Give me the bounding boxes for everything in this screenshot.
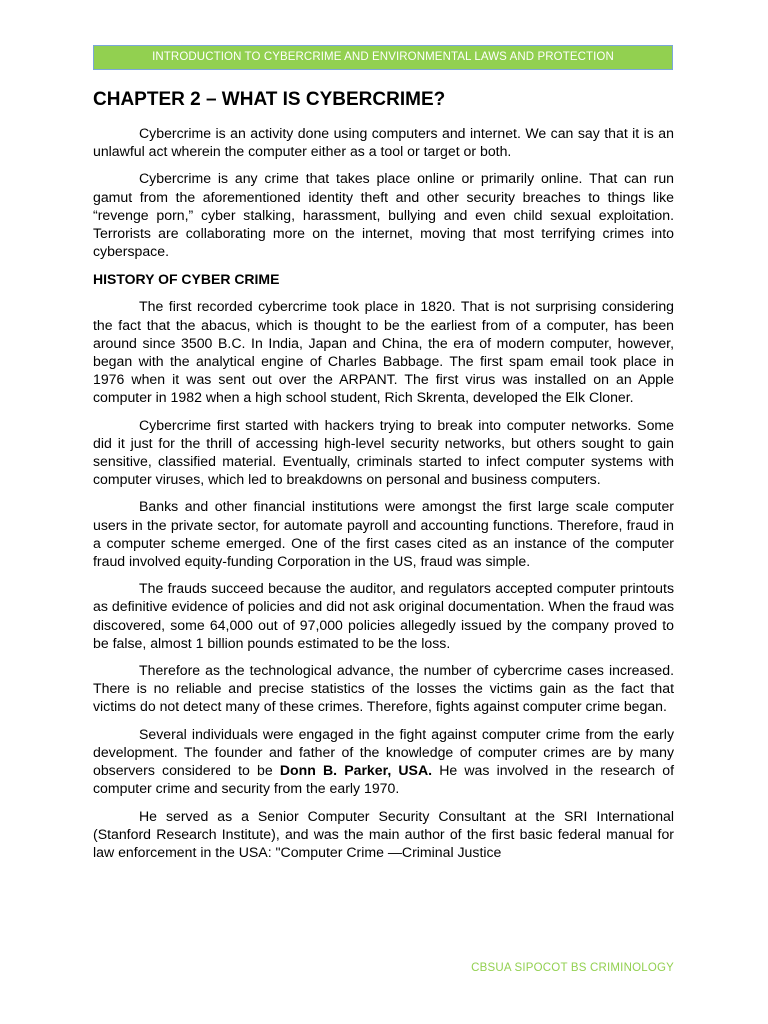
history-paragraph-last: He served as a Senior Computer Security Consultant at the SRI International (Stanford Research Institute), and was the main author of the first basic federal manual for law enforcement in the USA: "Computer Crime —Criminal Justice	[93, 807, 674, 860]
intro-paragraph-1: Cybercrime is an activity done using computers and internet. We can say that it is an unlawful act wherein the computer either as a tool or target or both.	[93, 125, 674, 160]
history-paragraph-3: Banks and other financial institutions were amongst the first large scale computer users in the private sector, for automate payroll and accounting functions. Therefore, fraud in a computer scheme emerged. One of the first cases cited as an instance of the computer fraud involved equity-funding Corporation in the US, fraud was simple.	[93, 498, 674, 570]
parker-text-after: He was involved in the research of computer crime and security from the early 1970.	[93, 762, 674, 797]
history-paragraph-2: Cybercrime first started with hackers trying to break into computer networks. Some did it just for the thrill of accessing high-level security networks, but others sought to gain sensitive, classified material. Eventually, criminals started to infect computer systems with computer viruses, which led to breakdowns on personal and business computers.	[93, 416, 674, 488]
page-header-banner: INTRODUCTION TO CYBERCRIME AND ENVIRONMENTAL LAWS AND PROTECTION	[93, 45, 673, 70]
section-heading-history: HISTORY OF CYBER CRIME	[93, 271, 280, 288]
chapter-title: CHAPTER 2 – WHAT IS CYBERCRIME?	[93, 89, 446, 110]
parker-name: Donn B. Parker, USA.	[279, 762, 433, 779]
document-body	[93, 86, 674, 869]
history-paragraph-parker	[93, 725, 674, 798]
intro-paragraph-2: Cybercrime is any crime that takes place online or primarily online. That can run gamut from the aforementioned identity theft and other security breaches to things like “revenge porn,” cyber stalking, harassment, bullying and even child sexual exploitation. Terrorists are collaborating more on the internet, moving that most terrifying crimes into cyberspace.	[93, 170, 674, 260]
history-paragraph-4: The frauds succeed because the auditor, and regulators accepted computer printouts as definitive evidence of policies and did not ask original documentation. When the fraud was discovered, some 64,000 out of 97,000 policies allegedly issued by the company proved to be false, almost 1 billion pounds estimated to be the loss.	[93, 580, 674, 651]
page-footer: CBSUA SIPOCOT BS CRIMINOLOGY	[471, 962, 674, 974]
history-paragraph-5: Therefore as the technological advance, the number of cybercrime cases increased. There is no reliable and precise statistics of the losses the victims gain as the fact that victims do not detect many of these crimes. Therefore, fights against computer crime began.	[93, 662, 674, 715]
parker-text-before: Several individuals were engaged in the fight against computer crime from the early development. The founder and father of the knowledge of computer crimes are by many observers considered to be	[93, 725, 674, 779]
history-paragraph-1: The first recorded cybercrime took place in 1820. That is not surprising considering the fact that the abacus, which is thought to be the earliest from of a computer, has been around since 3500 B.C. In India, Japan and China, the era of modern computer, however, began with the analytical engine of Charles Babbage. The first spam email took place in 1976 when it was sent out over the ARPANT. The first virus was installed on an Apple computer in 1982 when a high school student, Rich Skrenta, developed the Elk Cloner.	[93, 298, 674, 406]
